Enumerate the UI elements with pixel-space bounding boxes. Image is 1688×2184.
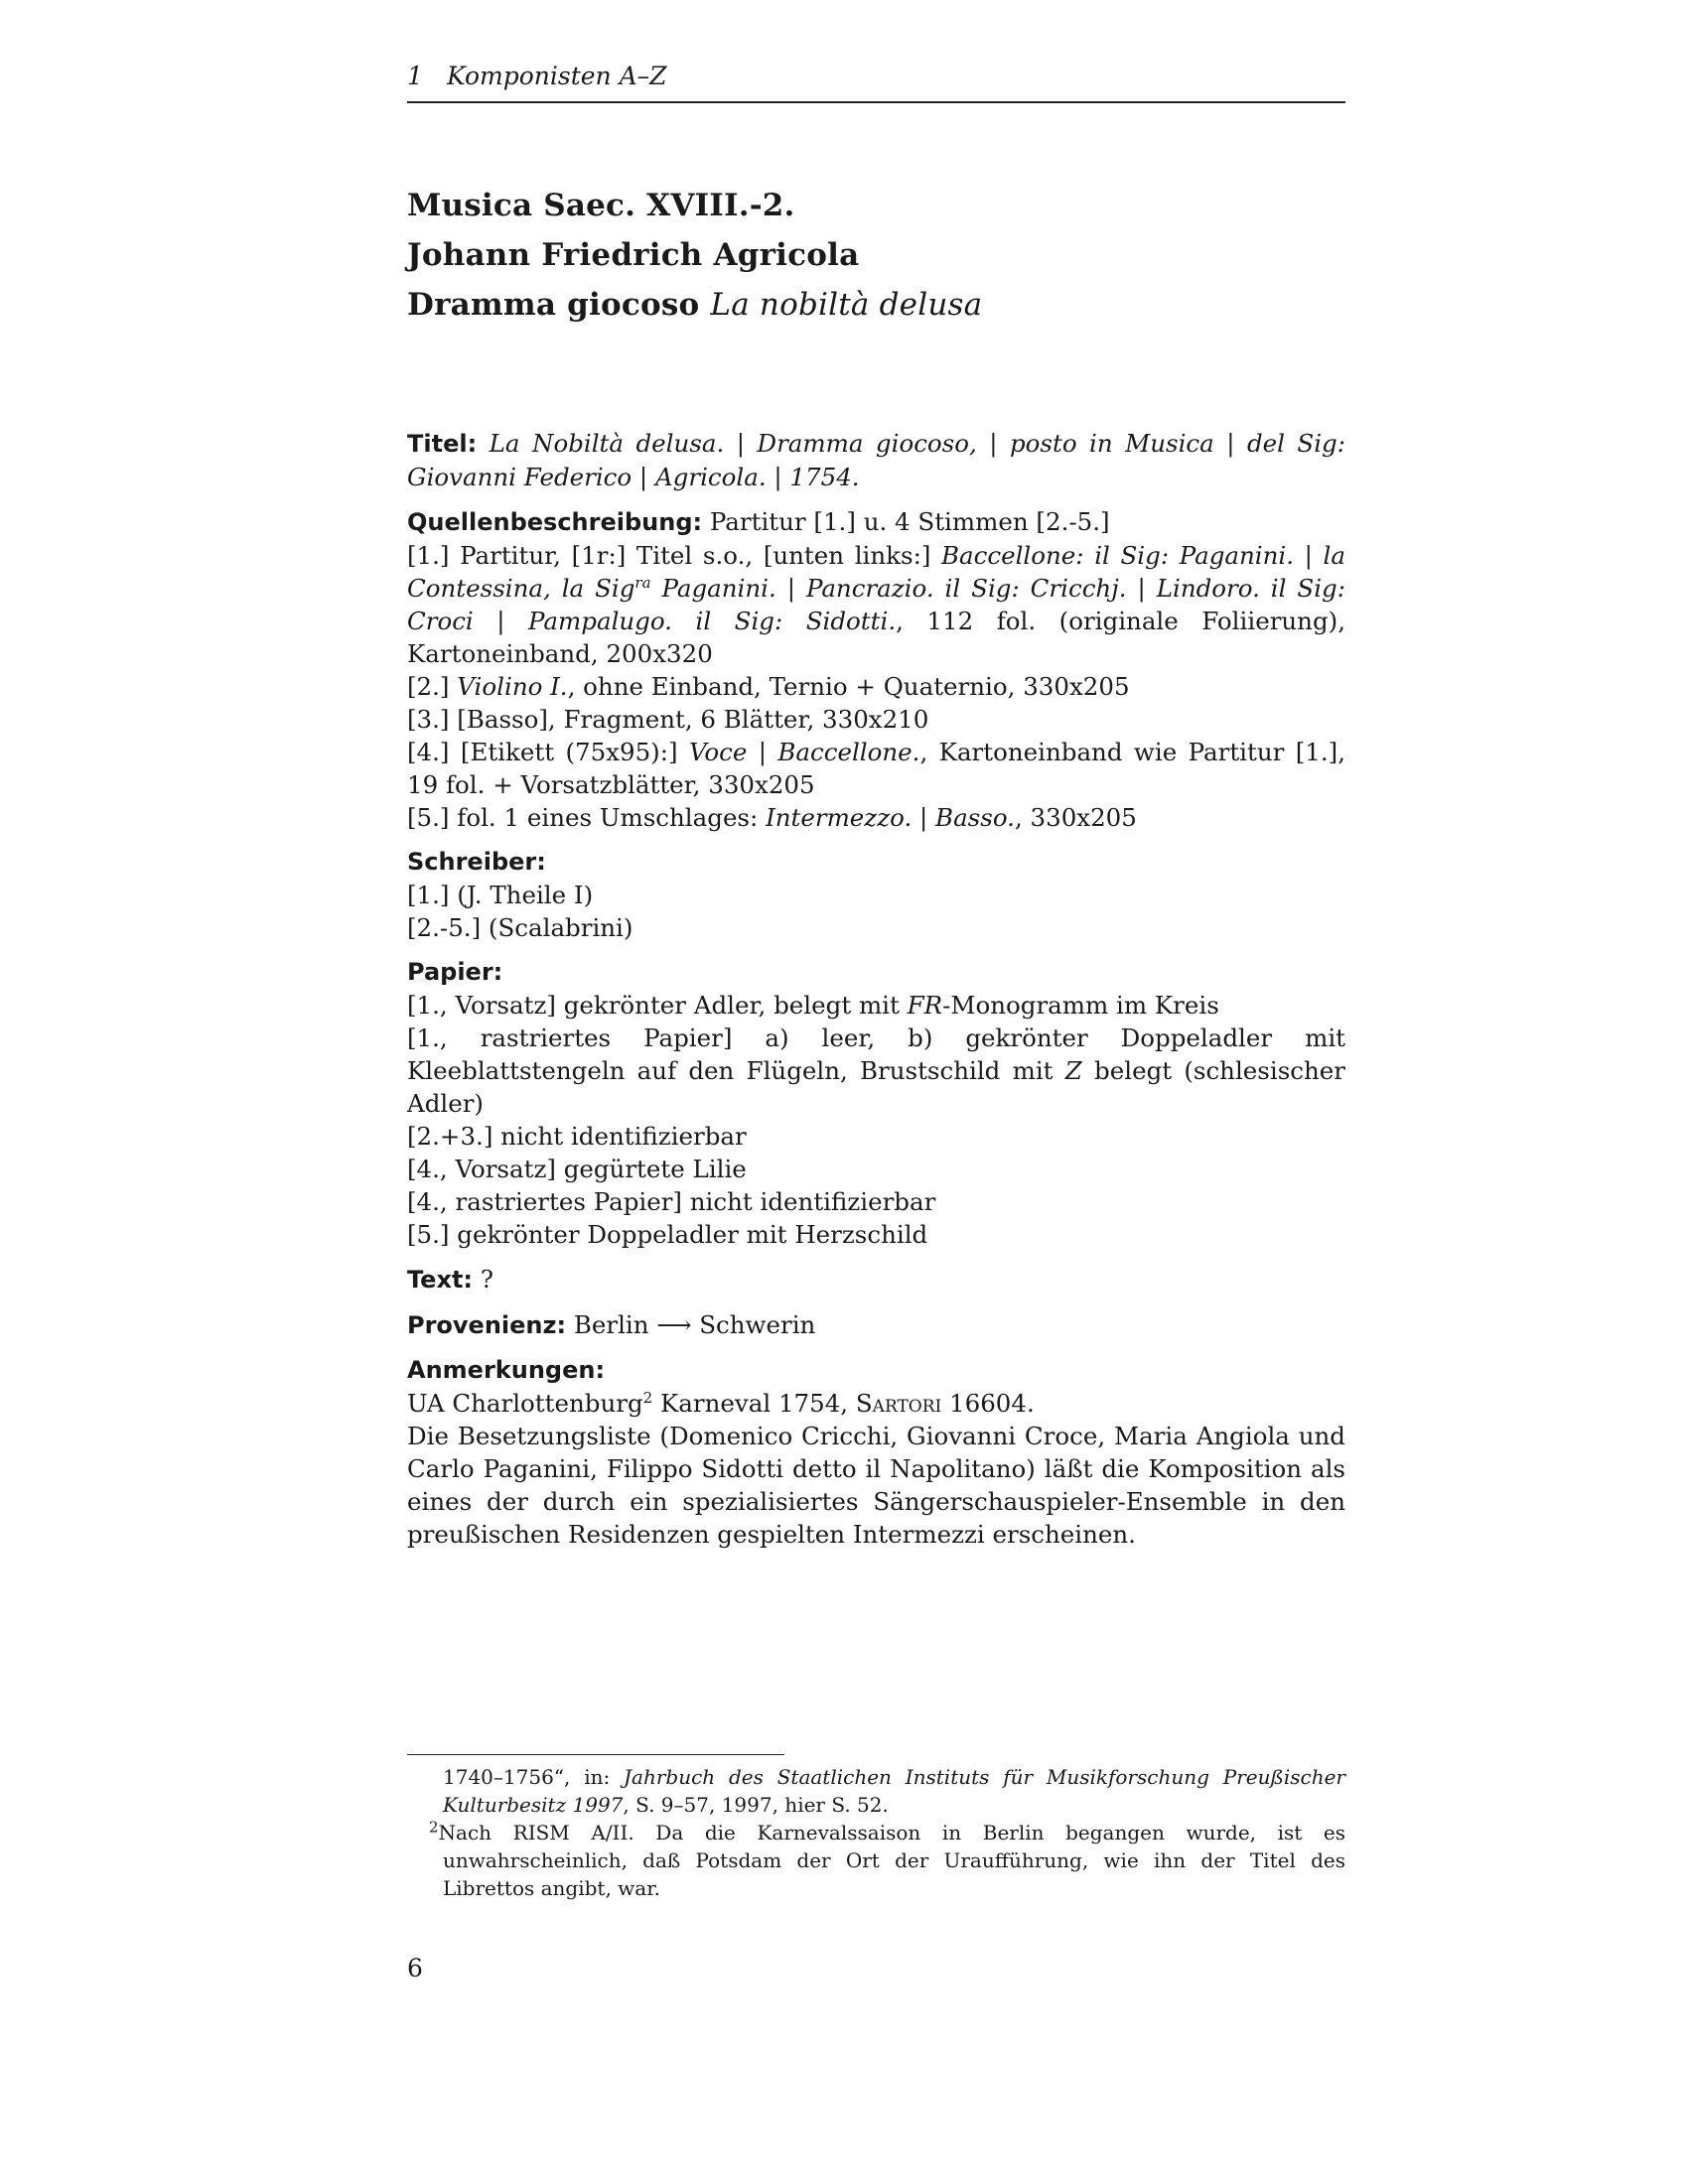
footnote-cont-b: , S. 9–57, 1997, hier S. 52. bbox=[623, 1793, 889, 1817]
anmerkungen-ua: UA Charlottenburg bbox=[407, 1389, 643, 1418]
anmerkungen-karneval: Karneval 1754, bbox=[659, 1389, 849, 1418]
page-number: 6 bbox=[407, 1954, 423, 1982]
quellen-item-1-b: Baccellone: il Sig: Paganini. | la Contessina, la Sig bbox=[407, 541, 1346, 603]
anmerkungen-sartori: Sartori bbox=[855, 1389, 942, 1418]
quellen-item-2 bbox=[407, 670, 1345, 703]
composer-name: Johann Friedrich Agricola bbox=[407, 237, 860, 273]
quellen-intro: Partitur [1.] u. 4 Stimmen [2.-5.] bbox=[709, 507, 1110, 536]
quellen-item-1 bbox=[407, 539, 1345, 670]
quellen-section bbox=[407, 505, 1345, 834]
work-name: La nobiltà delusa bbox=[710, 287, 983, 323]
titel-label: Titel: bbox=[407, 430, 478, 458]
titel-section bbox=[407, 427, 1345, 493]
papier-line-2-b: Z bbox=[1064, 1056, 1082, 1085]
papier-label: Papier: bbox=[407, 958, 503, 986]
schreiber-line: [2.-5.] (Scalabrini) bbox=[407, 913, 633, 942]
footnote-2-text: Nach RISM A/II. Da die Karnevalssaison in Berlin begangen wurde, ist es unwahrscheinlich, daß Potsdam der Ort der Uraufführung, wie ihn der Titel des Librettos angibt, war. bbox=[438, 1821, 1345, 1900]
footnote-2-mark: 2 bbox=[429, 1818, 439, 1837]
quellen-item-1-c: Paganini. | Pancrazio. il Sig: Cricchj. | Lindoro. il Sig: Croci | Pampalugo. il Sig: Sidotti. bbox=[407, 574, 1345, 635]
papier-line-5: [4., rastriertes Papier] nicht identifizierbar bbox=[407, 1187, 936, 1216]
provenienz-value: Berlin ⟶ Schwerin bbox=[573, 1310, 816, 1339]
footnote-cont-a: 1740–1756“, in: bbox=[443, 1765, 611, 1789]
quellen-label: Quellenbeschreibung: bbox=[407, 508, 703, 536]
quellen-item-5-a: [5.] fol. 1 eines Umschlages: bbox=[407, 803, 759, 832]
entry-body bbox=[407, 427, 1345, 1563]
quellen-item-5-b: Intermezzo. | Basso. bbox=[766, 803, 1015, 832]
chapter-number: 1 bbox=[407, 62, 423, 90]
provenienz-section bbox=[407, 1308, 1345, 1342]
schreiber-label: Schreiber: bbox=[407, 848, 546, 876]
quellen-item-1-a: [1.] Partitur, [1r:] Titel s.o., [unten links:] bbox=[407, 541, 931, 570]
quellen-item-4-b: Voce | Baccellone. bbox=[688, 738, 920, 766]
chapter-title: Komponisten A–Z bbox=[446, 62, 667, 90]
quellen-item-4-a: [4.] [Etikett (75x95):] bbox=[407, 738, 678, 766]
quellen-item-1-sup: ra bbox=[634, 573, 651, 592]
anmerkungen-section bbox=[407, 1354, 1345, 1551]
quellen-item-1-d: , 112 fol. (originale Foliierung), Kartoneinband, 200x320 bbox=[407, 607, 1345, 668]
papier-line-1 bbox=[407, 989, 1345, 1022]
papier-section bbox=[407, 956, 1345, 1251]
work-title bbox=[407, 280, 1345, 330]
quellen-item-2-b: Violino I. bbox=[457, 672, 568, 701]
footnote-cont-journal: Jahrbuch des Staatlichen Instituts für Musikforschung Preußischer Kulturbesitz 1997 bbox=[443, 1765, 1345, 1817]
papier-line-6: [5.] gekrönter Doppeladler mit Herzschild bbox=[407, 1220, 928, 1249]
work-genre: Dramma giocoso bbox=[407, 287, 700, 323]
text-label: Text: bbox=[407, 1266, 474, 1294]
footnote-rule bbox=[407, 1754, 784, 1755]
papier-line-2-a: [1., rastriertes Papier] a) leer, b) gekrönter Doppeladler mit Kleeblattstengeln auf den Flügeln, Brustschild mit bbox=[407, 1024, 1345, 1085]
quellen-item-4-c: , Kartoneinband wie Partitur [1.], 19 fol. + Vorsatzblätter, 330x205 bbox=[407, 738, 1346, 799]
papier-line-3: [2.+3.] nicht identifizierbar bbox=[407, 1122, 747, 1151]
title-block bbox=[407, 181, 1345, 330]
footnote-2 bbox=[407, 1819, 1345, 1902]
papier-line-1-a: [1., Vorsatz] gekrönter Adler, belegt mit bbox=[407, 991, 900, 1020]
quellen-item-4 bbox=[407, 736, 1345, 801]
footnotes bbox=[407, 1754, 1345, 1902]
quellen-item-5 bbox=[407, 801, 1345, 834]
papier-line-1-c: -Monogramm im Kreis bbox=[942, 991, 1219, 1020]
running-header bbox=[407, 62, 1345, 103]
document-page bbox=[407, 0, 1345, 2184]
anmerkungen-paragraph: Die Besetzungsliste (Domenico Cricchi, Giovanni Croce, Maria Angiola und Carlo Paganini, Filippo Sidotti detto il Napolitano) läßt die Komposition als eines der durch ein spezialisiertes Sängerschauspieler-Ensemble in den preußischen Residenzen gespielten Intermezzi erscheinen. bbox=[407, 1422, 1345, 1549]
provenienz-label: Provenienz: bbox=[407, 1311, 567, 1339]
quellen-item-2-c: , ohne Einband, Ternio + Quaternio, 330x205 bbox=[567, 672, 1130, 701]
schreiber-line: [1.] (J. Theile I) bbox=[407, 881, 594, 909]
schreiber-section bbox=[407, 846, 1345, 944]
quellen-item-3: [3.] [Basso], Fragment, 6 Blätter, 330x210 bbox=[407, 705, 929, 734]
anmerkungen-line-1 bbox=[407, 1387, 1345, 1420]
papier-line-2-c: belegt (schlesischer Adler) bbox=[407, 1056, 1345, 1118]
text-section bbox=[407, 1263, 1345, 1297]
papier-line-2 bbox=[407, 1022, 1345, 1120]
quellen-item-2-a: [2.] bbox=[407, 672, 450, 701]
anmerkungen-number: 16604. bbox=[949, 1389, 1035, 1418]
footnote-ref-2: 2 bbox=[642, 1388, 653, 1407]
quellen-item-5-c: , 330x205 bbox=[1014, 803, 1137, 832]
footnote-continuation bbox=[407, 1763, 1345, 1819]
papier-line-1-b: FR bbox=[907, 991, 943, 1020]
text-value: ? bbox=[480, 1265, 493, 1294]
titel-text: La Nobiltà delusa. | Dramma giocoso, | posto in Musica | del Sig: Giovanni Federico | Agricola. | 1754. bbox=[407, 429, 1345, 491]
anmerkungen-label: Anmerkungen: bbox=[407, 1356, 606, 1384]
papier-line-4: [4., Vorsatz] gegürtete Lilie bbox=[407, 1155, 747, 1183]
collection-signature: Musica Saec. XVIII.-2. bbox=[407, 188, 795, 223]
